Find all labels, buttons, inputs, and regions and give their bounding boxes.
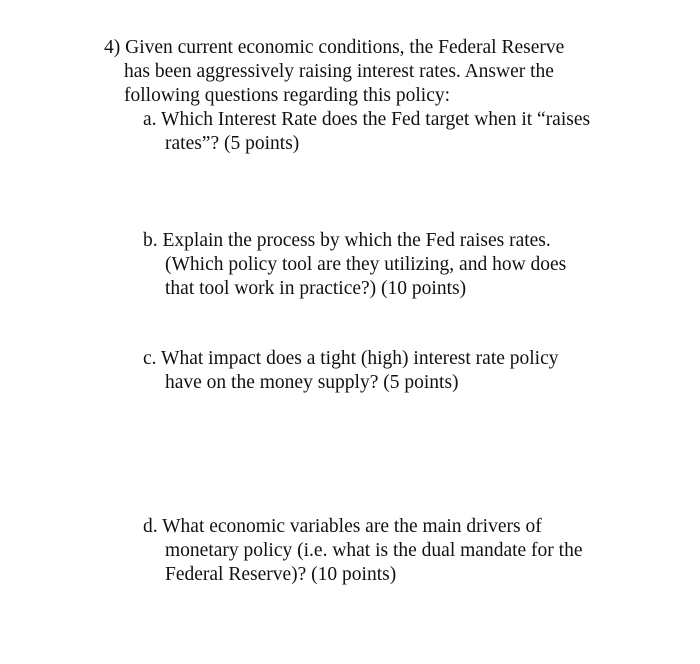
- question-stem-line: has been aggressively raising interest rates. Answer the: [124, 61, 554, 82]
- part-d-line: d. What economic variables are the main drivers of: [143, 516, 542, 537]
- part-a-line: rates”? (5 points): [165, 133, 300, 154]
- part-c-line: c. What impact does a tight (high) interest rate policy: [143, 348, 559, 369]
- part-b-line: that tool work in practice?) (10 points): [165, 278, 467, 299]
- part-c-line: have on the money supply? (5 points): [165, 372, 459, 393]
- part-d-line: Federal Reserve)? (10 points): [165, 564, 397, 585]
- part-b-line: b. Explain the process by which the Fed raises rates.: [143, 230, 551, 251]
- question-stem-line: following questions regarding this policy:: [124, 85, 451, 106]
- question-4-stem: [104, 36, 644, 108]
- question-part-b: [143, 229, 566, 301]
- part-d-line: monetary policy (i.e. what is the dual mandate for the: [165, 540, 583, 561]
- part-a-line: a. Which Interest Rate does the Fed target when it “raises: [143, 109, 591, 130]
- question-part-a: [143, 108, 590, 156]
- question-part-c: [143, 347, 559, 395]
- question-stem-line: 4) Given current economic conditions, the Federal Reserve: [104, 37, 565, 58]
- part-b-line: (Which policy tool are they utilizing, and how does: [165, 254, 567, 275]
- question-part-d: [143, 515, 583, 587]
